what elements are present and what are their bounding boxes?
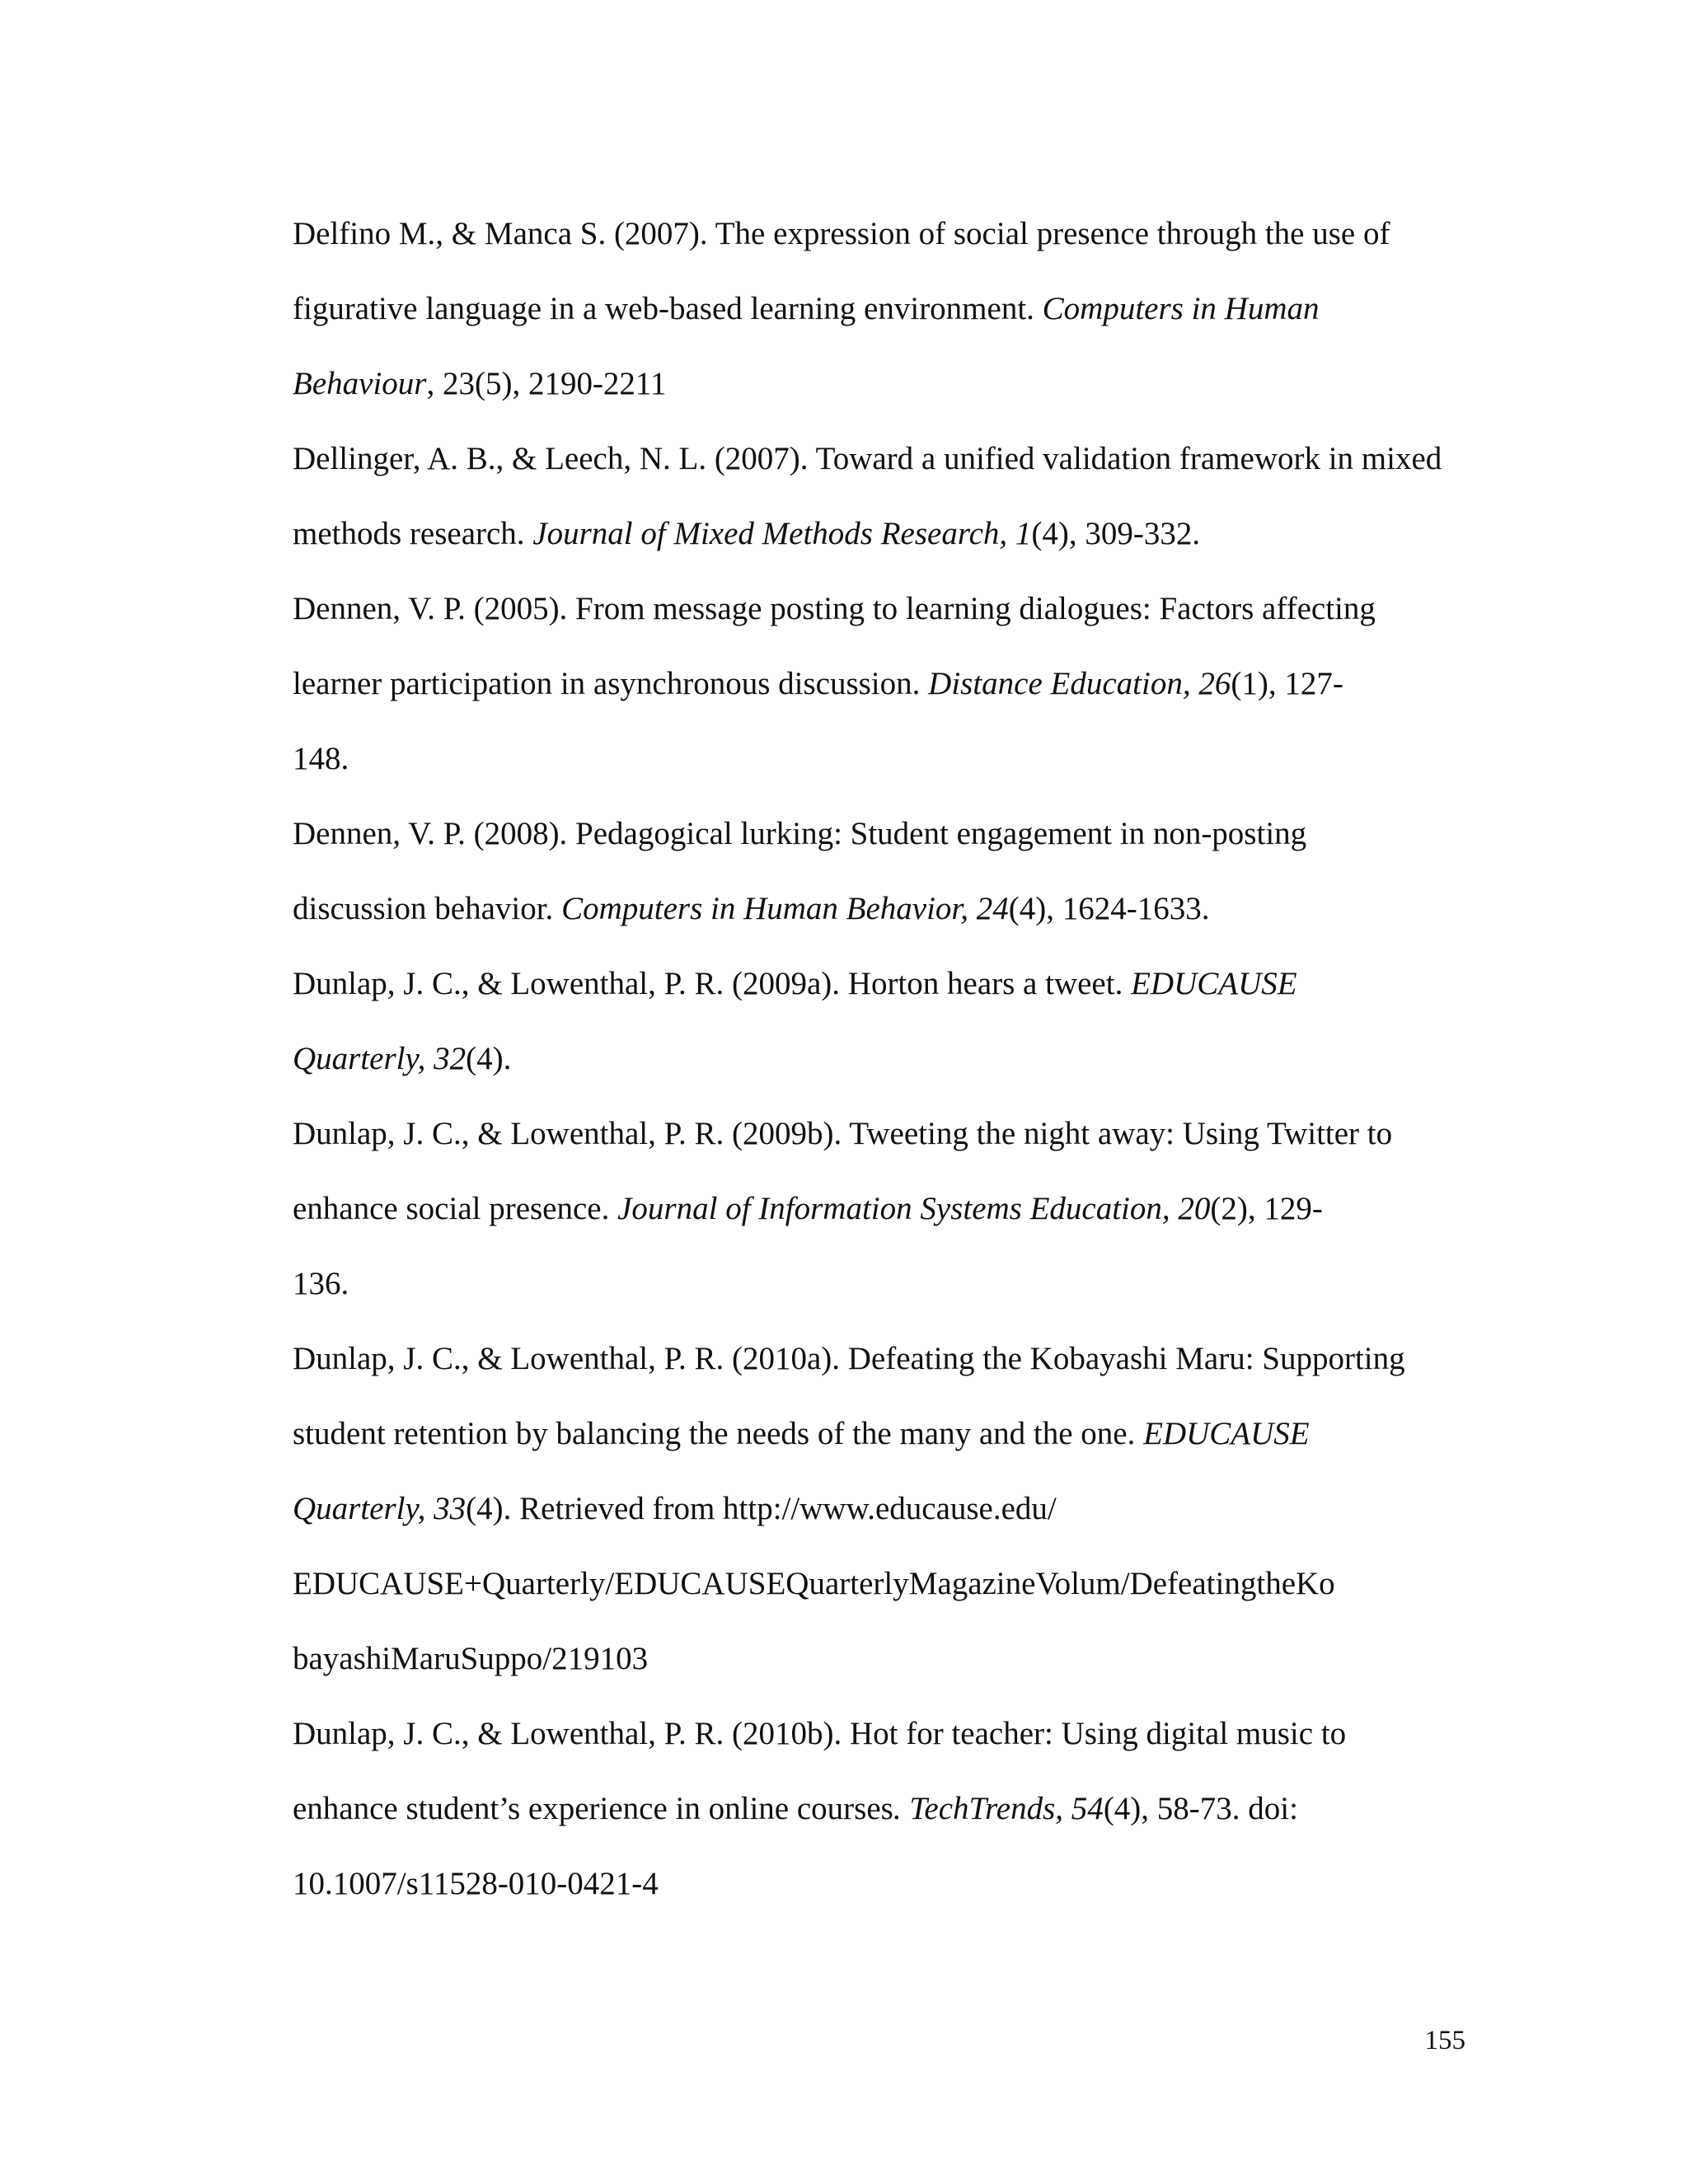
- reference-text-segment: Dellinger, A. B., & Leech, N. L. (2007). Toward a unified validation framework in mixed: [293, 441, 1442, 476]
- reference-line: [293, 271, 1471, 346]
- reference-line: [293, 1321, 1471, 1396]
- reference-line: [293, 1471, 1471, 1546]
- reference-entry: [293, 1321, 1471, 1696]
- reference-line: [293, 196, 1471, 271]
- reference-text-segment: EDUCAUSE+Quarterly/EDUCAUSEQuarterlyMagazineVolum/DefeatingtheKo: [293, 1566, 1335, 1601]
- reference-text-segment: (1), 127-: [1231, 666, 1343, 701]
- reference-italic-segment: . TechTrends, 54: [893, 1791, 1104, 1826]
- reference-text-segment: Dunlap, J. C., & Lowenthal, P. R. (2009a). Horton hears a tweet.: [293, 966, 1132, 1001]
- reference-text-segment: figurative language in a web-based learning environment.: [293, 291, 1043, 326]
- reference-entry: [293, 571, 1471, 796]
- reference-line: [293, 1246, 1471, 1321]
- reference-entry: [293, 421, 1471, 571]
- reference-entry: [293, 1096, 1471, 1321]
- reference-text-segment: (4), 309-332.: [1031, 516, 1201, 551]
- reference-entry: [293, 796, 1471, 946]
- reference-line: [293, 946, 1471, 1021]
- reference-list: [293, 196, 1471, 1921]
- reference-italic-segment: Behaviour: [293, 366, 427, 401]
- reference-text-segment: discussion behavior.: [293, 891, 562, 926]
- reference-line: [293, 1396, 1471, 1471]
- reference-line: [293, 871, 1471, 946]
- reference-text-segment: (4). Retrieved from http://www.educause.edu/: [466, 1491, 1057, 1526]
- reference-text-segment: , 23(5), 2190-2211: [426, 366, 667, 401]
- reference-italic-segment: EDUCAUSE: [1143, 1416, 1310, 1451]
- reference-line: [293, 1096, 1471, 1171]
- reference-text-segment: Dennen, V. P. (2008). Pedagogical lurking: Student engagement in non-posting: [293, 816, 1307, 851]
- reference-italic-segment: Quarterly, 33: [293, 1491, 467, 1526]
- page-number: 155: [1424, 2026, 1465, 2055]
- reference-line: [293, 496, 1471, 571]
- reference-text-segment: (4), 1624-1633.: [1008, 891, 1210, 926]
- reference-text-segment: enhance student’s experience in online courses: [293, 1791, 893, 1826]
- reference-italic-segment: Computers in Human: [1042, 291, 1320, 326]
- reference-line: [293, 1771, 1471, 1846]
- reference-text-segment: Dunlap, J. C., & Lowenthal, P. R. (2009b). Tweeting the night away: Using Twitter to: [293, 1116, 1393, 1151]
- reference-line: [293, 721, 1471, 796]
- reference-text-segment: 10.1007/s11528-010-0421-4: [293, 1866, 659, 1901]
- reference-line: [293, 1696, 1471, 1771]
- reference-text-segment: (4).: [466, 1041, 512, 1076]
- reference-text-segment: student retention by balancing the needs of the many and the one.: [293, 1416, 1144, 1451]
- reference-text-segment: 148.: [293, 741, 349, 776]
- reference-text-segment: Dunlap, J. C., & Lowenthal, P. R. (2010a). Defeating the Kobayashi Maru: Supporting: [293, 1341, 1405, 1376]
- reference-italic-segment: Journal of Information Systems Education, 20: [617, 1191, 1211, 1226]
- reference-text-segment: Dennen, V. P. (2005). From message posting to learning dialogues: Factors affecting: [293, 591, 1376, 626]
- reference-entry: [293, 1696, 1471, 1921]
- reference-line: [293, 571, 1471, 646]
- reference-italic-segment: Distance Education, 26: [928, 666, 1231, 701]
- reference-line: [293, 1621, 1471, 1696]
- reference-line: [293, 1021, 1471, 1096]
- reference-line: [293, 1171, 1471, 1246]
- reference-italic-segment: Quarterly, 32: [293, 1041, 467, 1076]
- reference-text-segment: Delfino M., & Manca S. (2007). The expression of social presence through the use of: [293, 216, 1390, 251]
- reference-italic-segment: Computers in Human Behavior, 24: [561, 891, 1009, 926]
- reference-line: [293, 346, 1471, 421]
- reference-italic-segment: EDUCAUSE: [1131, 966, 1297, 1001]
- reference-entry: [293, 946, 1471, 1096]
- reference-text-segment: enhance social presence.: [293, 1191, 618, 1226]
- reference-line: [293, 1846, 1471, 1921]
- reference-text-segment: methods research.: [293, 516, 533, 551]
- reference-text-segment: (2), 129-: [1210, 1191, 1323, 1226]
- reference-text-segment: learner participation in asynchronous discussion.: [293, 666, 929, 701]
- reference-italic-segment: Journal of Mixed Methods Research, 1: [532, 516, 1032, 551]
- reference-text-segment: (4), 58-73. doi:: [1103, 1791, 1298, 1826]
- reference-text-segment: Dunlap, J. C., & Lowenthal, P. R. (2010b). Hot for teacher: Using digital music to: [293, 1716, 1347, 1751]
- reference-entry: [293, 196, 1471, 421]
- reference-line: [293, 1546, 1471, 1621]
- reference-line: [293, 796, 1471, 871]
- reference-text-segment: bayashiMaruSuppo/219103: [293, 1641, 649, 1676]
- reference-text-segment: 136.: [293, 1266, 349, 1301]
- reference-line: [293, 646, 1471, 721]
- reference-line: [293, 421, 1471, 496]
